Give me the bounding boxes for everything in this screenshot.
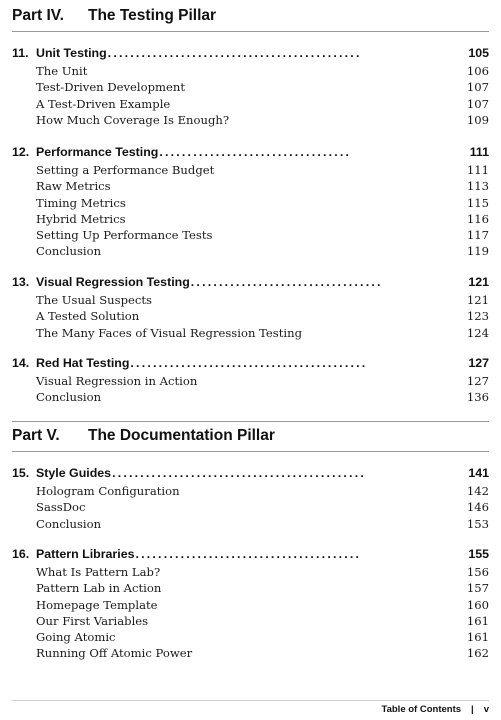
chapter-page: 141 <box>468 466 489 480</box>
section-row[interactable] <box>12 228 489 244</box>
section-title: Hologram Configuration <box>36 484 180 498</box>
section-page: 136 <box>466 390 489 405</box>
dot-leader: .......................................... <box>130 356 368 370</box>
section-row[interactable] <box>12 212 489 228</box>
section-row[interactable] <box>12 565 489 581</box>
section-page: 111 <box>466 163 489 177</box>
dot-leader: ............................................. <box>107 46 362 60</box>
section-page: 116 <box>466 211 489 226</box>
part-title: The Testing Pillar <box>88 7 217 24</box>
section-row[interactable] <box>12 163 489 179</box>
section-page: 113 <box>466 179 489 194</box>
section-row[interactable] <box>12 517 489 533</box>
section-row[interactable] <box>12 581 489 597</box>
section-page: 117 <box>466 228 489 243</box>
chapter-row[interactable] <box>12 275 489 293</box>
chapter-title: Unit Testing <box>36 46 107 60</box>
section-page: 127 <box>466 374 489 388</box>
part-divider <box>12 31 489 32</box>
section-page: 161 <box>466 630 489 645</box>
section-row[interactable] <box>12 484 489 500</box>
chapter-number: 13. <box>12 275 30 289</box>
section-page: 153 <box>466 516 489 531</box>
section-title: SassDoc <box>36 500 86 515</box>
section-page: 123 <box>466 309 489 324</box>
section-title: Hybrid Metrics <box>36 211 126 226</box>
section-title: Conclusion <box>36 516 102 531</box>
dot-leader: ............................................. <box>112 466 366 480</box>
chapter-page: 155 <box>468 547 489 561</box>
section-row[interactable] <box>12 64 489 80</box>
section-row[interactable] <box>12 500 489 516</box>
section-page: 146 <box>466 500 489 515</box>
chapter-number: 14. <box>12 356 30 370</box>
chapter-page: 105 <box>468 46 489 60</box>
part-number: Part V. <box>12 427 60 444</box>
section-page: 106 <box>466 64 489 78</box>
section-row[interactable] <box>12 293 489 309</box>
section-row[interactable] <box>12 179 489 195</box>
chapter-number: 11. <box>12 46 29 60</box>
footer-label: Table of Contents <box>381 704 462 715</box>
chapter-title: Visual Regression Testing <box>36 275 190 289</box>
chapter-title: Performance Testing <box>36 145 159 159</box>
section-row[interactable] <box>12 244 489 260</box>
chapter-16 <box>12 547 489 663</box>
section-page: 142 <box>466 484 489 498</box>
chapter-13 <box>12 275 489 342</box>
section-title: Test-Driven Development <box>36 80 185 95</box>
chapter-12 <box>12 145 489 261</box>
section-row[interactable] <box>12 196 489 212</box>
section-title: A Test-Driven Example <box>36 96 171 111</box>
chapter-page: 111 <box>469 145 489 159</box>
section-title: A Tested Solution <box>36 309 140 324</box>
section-title: How Much Coverage Is Enough? <box>36 112 230 127</box>
footer-separator: | <box>471 704 474 715</box>
footer-page-number: v <box>483 704 489 715</box>
chapter-title: Red Hat Testing <box>36 356 130 370</box>
section-page: 107 <box>466 96 489 111</box>
section-title: The Many Faces of Visual Regression Testing <box>36 325 302 340</box>
section-title: Raw Metrics <box>36 179 111 194</box>
dot-leader: .................................. <box>159 145 352 159</box>
section-row[interactable] <box>12 80 489 96</box>
section-page: 115 <box>466 195 489 210</box>
chapter-11 <box>12 46 489 129</box>
dot-leader: .................................. <box>190 275 383 289</box>
chapter-page: 127 <box>468 356 489 370</box>
section-title: Homepage Template <box>36 597 158 612</box>
footer-divider <box>12 700 489 701</box>
section-title: The Usual Suspects <box>36 293 152 307</box>
section-page: 156 <box>466 565 489 579</box>
section-title: What Is Pattern Lab? <box>36 565 161 579</box>
section-page: 121 <box>466 293 489 307</box>
section-row[interactable] <box>12 646 489 662</box>
part-divider <box>12 421 489 422</box>
dot-leader: ........................................ <box>135 547 362 561</box>
section-title: Conclusion <box>36 244 102 259</box>
section-row[interactable] <box>12 113 489 129</box>
section-title: Timing Metrics <box>36 195 126 210</box>
chapter-number: 12. <box>12 145 30 159</box>
part-heading-v <box>12 427 489 445</box>
chapter-15 <box>12 466 489 533</box>
section-row[interactable] <box>12 326 489 342</box>
chapter-row[interactable] <box>12 466 489 484</box>
chapter-row[interactable] <box>12 547 489 565</box>
section-page: 157 <box>466 581 489 596</box>
section-title: Going Atomic <box>36 630 116 645</box>
section-row[interactable] <box>12 598 489 614</box>
part-divider <box>12 451 489 452</box>
chapter-title: Pattern Libraries <box>36 547 135 561</box>
section-row[interactable] <box>12 309 489 325</box>
section-page: 124 <box>466 325 489 340</box>
part-title: The Documentation Pillar <box>88 427 275 444</box>
section-page: 162 <box>466 646 489 661</box>
chapter-number: 16. <box>12 547 30 561</box>
section-page: 160 <box>466 597 489 612</box>
section-title: The Unit <box>36 64 88 78</box>
chapter-page: 121 <box>468 275 489 289</box>
section-page: 119 <box>466 244 489 259</box>
section-row[interactable] <box>12 97 489 113</box>
section-title: Running Off Atomic Power <box>36 646 193 661</box>
chapter-row[interactable] <box>12 356 489 374</box>
chapter-row[interactable] <box>12 46 489 64</box>
section-title: Pattern Lab in Action <box>36 581 162 596</box>
section-page: 161 <box>466 613 489 628</box>
chapter-row[interactable] <box>12 145 489 163</box>
chapter-title: Style Guides <box>36 466 112 480</box>
section-page: 109 <box>466 112 489 127</box>
section-page: 107 <box>466 80 489 95</box>
section-row[interactable] <box>12 630 489 646</box>
section-title: Setting Up Performance Tests <box>36 228 213 243</box>
section-title: Visual Regression in Action <box>36 374 198 388</box>
section-row[interactable] <box>12 374 489 390</box>
chapter-number: 15. <box>12 466 30 480</box>
section-row[interactable] <box>12 390 489 406</box>
section-row[interactable] <box>12 614 489 630</box>
chapter-14 <box>12 356 489 407</box>
section-title: Setting a Performance Budget <box>36 163 215 177</box>
page-footer <box>382 704 490 715</box>
part-heading-iv <box>12 7 489 25</box>
section-title: Our First Variables <box>36 613 149 628</box>
section-title: Conclusion <box>36 390 102 405</box>
part-number: Part IV. <box>12 7 64 24</box>
